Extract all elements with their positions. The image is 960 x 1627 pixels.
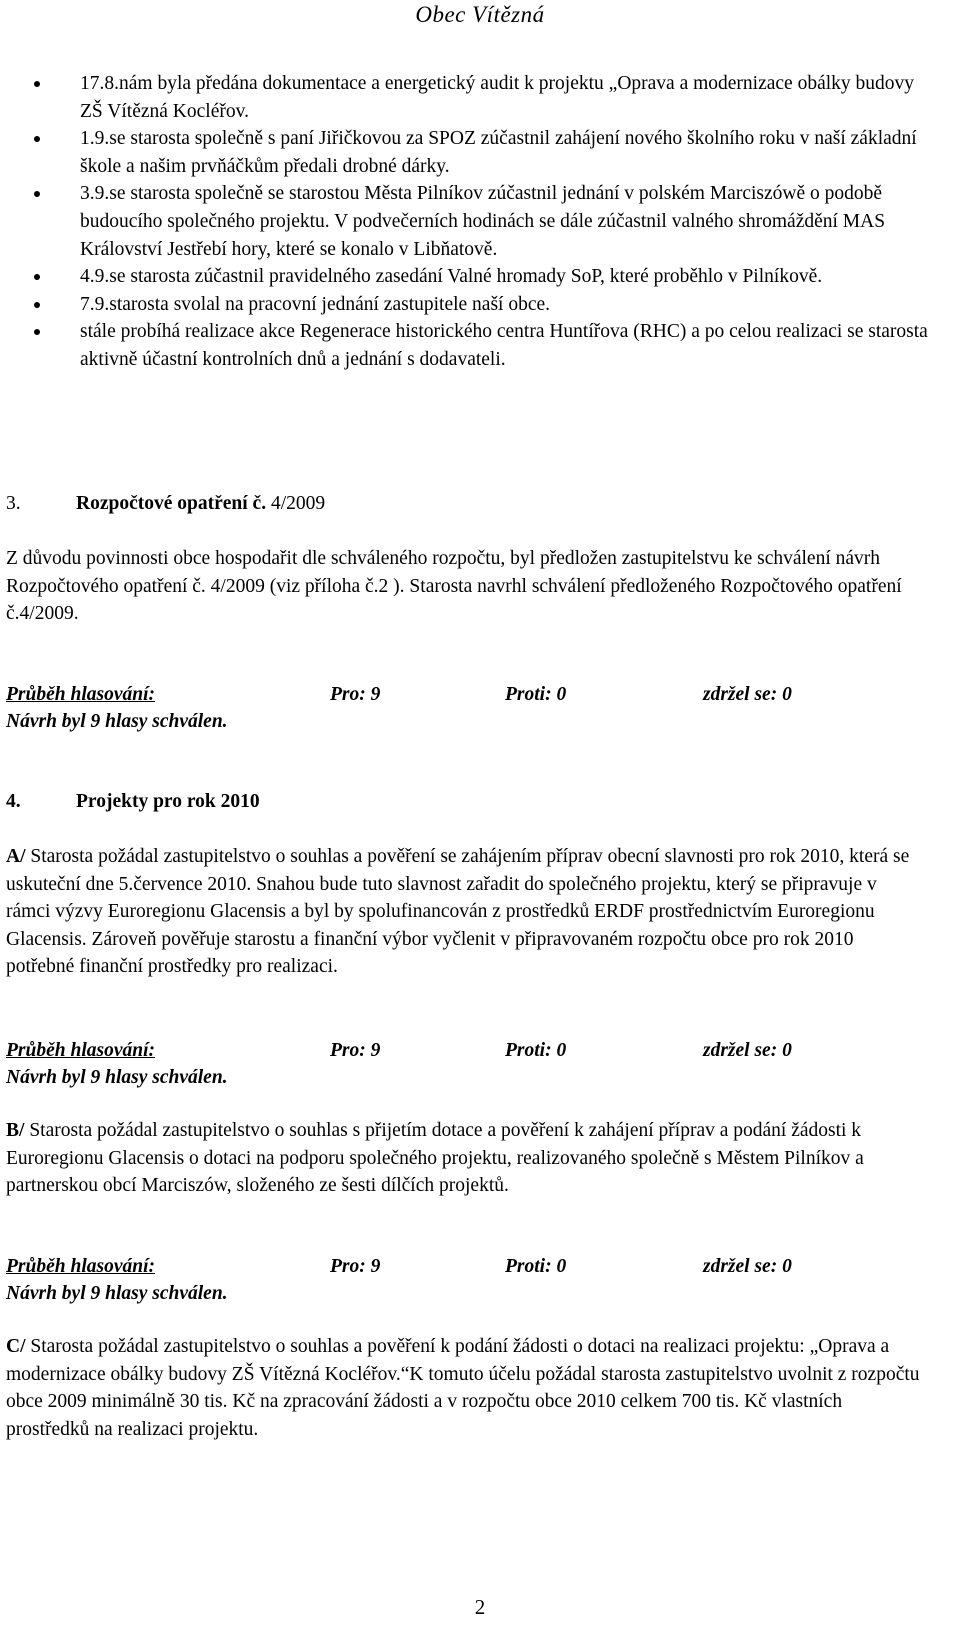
activity-list bbox=[0, 70, 960, 374]
list-item: 3.9.se starosta společně se starostou Města Pilníkov zúčastnil jednání v polském Marciszówě o podobě budoucího společného projektu. V podvečerních hodinách se dále zúčastnil valného shromáždění MAS Království Jestřebí hory, které se konalo v Libňatově. bbox=[0, 180, 960, 263]
vote-pro: Pro: 9 bbox=[330, 1256, 381, 1277]
section-title-bold: Rozpočtové opatření č. bbox=[76, 493, 267, 514]
section-title-rest: 4/2009 bbox=[266, 493, 326, 514]
list-item: 7.9.starosta svolal na pracovní jednání zastupitele naší obce. bbox=[0, 291, 960, 319]
vote-proti: Proti: 0 bbox=[505, 1040, 567, 1061]
paragraph-marker: B/ bbox=[6, 1120, 25, 1141]
section-4-paragraph-b bbox=[6, 1117, 926, 1200]
vote-label: Průběh hlasování: bbox=[6, 1040, 155, 1061]
vote-zdrzel: zdržel se: 0 bbox=[703, 1040, 792, 1061]
vote-result-2 bbox=[6, 1037, 926, 1093]
vote-zdrzel: zdržel se: 0 bbox=[703, 684, 792, 705]
list-item: 4.9.se starosta zúčastnil pravidelného zasedání Valné hromady SoP, které proběhlo v Pilníkově. bbox=[0, 263, 960, 291]
vote-zdrzel: zdržel se: 0 bbox=[703, 1256, 792, 1277]
section-4-paragraph-a bbox=[6, 843, 926, 981]
list-item: 1.9.se starosta společně s paní Jiřičkovou za SPOZ zúčastnil zahájení nového školního roku v naší základní škole a našim prvňáčkům předali drobné dárky. bbox=[0, 125, 960, 180]
page-header: Obec Vítězná bbox=[415, 2, 545, 27]
vote-label: Průběh hlasování: bbox=[6, 684, 155, 705]
paragraph-text: Starosta požádal zastupitelstvo o souhlas a pověření se zahájením příprav obecní slavnosti pro rok 2010, která se uskuteční dne 5.července 2010. Snahou bude tuto slavnost zařadit do společného projektu, který se připravuje v rámci výzvy Euroregionu Glacensis a byl by spolufinancován z prostředků ERDF prostřednictvím Euroregionu Glacensis. Zároveň pověřuje starostu a finanční výbor vyčlenit v připravovaném rozpočtu obce pro rok 2010 potřebné finanční prostředky pro realizaci. bbox=[6, 846, 910, 978]
vote-pro: Pro: 9 bbox=[330, 684, 381, 705]
vote-outcome: Návrh byl 9 hlasy schválen. bbox=[6, 711, 228, 732]
section-3-text: Z důvodu povinnosti obce hospodařit dle schváleného rozpočtu, byl předložen zastupitelstvu ke schválení návrh Rozpočtového opatření č. 4/2009 (viz příloha č.2 ). Starosta navrhl schválení předloženého Rozpočtového opatření č.4/2009. bbox=[6, 548, 902, 625]
section-4-paragraph-c bbox=[6, 1333, 926, 1443]
vote-outcome: Návrh byl 9 hlasy schválen. bbox=[6, 1283, 228, 1304]
vote-result-3 bbox=[6, 1253, 926, 1309]
paragraph-text: Starosta požádal zastupitelstvo o souhlas a pověření k podání žádosti o dotaci na realizaci projektu: „Oprava a modernizace obálky budovy ZŠ Vítězná Kocléřov.“K tomuto účelu požádal starosta zastupitelstvo uvolnit z rozpočtu obce 2009 minimálně 30 tis. Kč na zpracování žádosti a v rozpočtu obce 2010 celkem 700 tis. Kč vlastních prostředků na realizaci projektu. bbox=[6, 1336, 920, 1440]
list-item: stále probíhá realizace akce Regenerace historického centra Huntířova (RHC) a po celou realizaci se starosta aktivně účastní kontrolních dnů a jednání s dodavateli. bbox=[0, 318, 960, 373]
vote-pro: Pro: 9 bbox=[330, 1040, 381, 1061]
vote-label: Průběh hlasování: bbox=[6, 1256, 155, 1277]
vote-result-1 bbox=[6, 681, 926, 737]
vote-outcome: Návrh byl 9 hlasy schválen. bbox=[6, 1067, 228, 1088]
section-number: 4. bbox=[6, 791, 21, 812]
section-number: 3. bbox=[6, 493, 21, 514]
section-3-heading bbox=[6, 493, 325, 515]
paragraph-marker: A/ bbox=[6, 846, 26, 867]
section-title: Projekty pro rok 2010 bbox=[76, 791, 260, 812]
paragraph-text: Starosta požádal zastupitelstvo o souhlas s přijetím dotace a pověření k zahájení příprav a podání žádosti k Euroregionu Glacensis o dotaci na podporu společného projektu, realizovaného společně s Městem Pilníkov a partnerskou obcí Marciszów, složeného ze šesti dílčích projektů. bbox=[6, 1120, 864, 1197]
section-4-heading bbox=[6, 791, 260, 813]
vote-proti: Proti: 0 bbox=[505, 1256, 567, 1277]
paragraph-marker: C/ bbox=[6, 1336, 26, 1357]
list-item: 17.8.nám byla předána dokumentace a energetický audit k projektu „Oprava a modernizace obálky budovy ZŠ Vítězná Kocléřov. bbox=[0, 70, 960, 125]
vote-proti: Proti: 0 bbox=[505, 684, 567, 705]
page-number: 2 bbox=[474, 1595, 486, 1619]
